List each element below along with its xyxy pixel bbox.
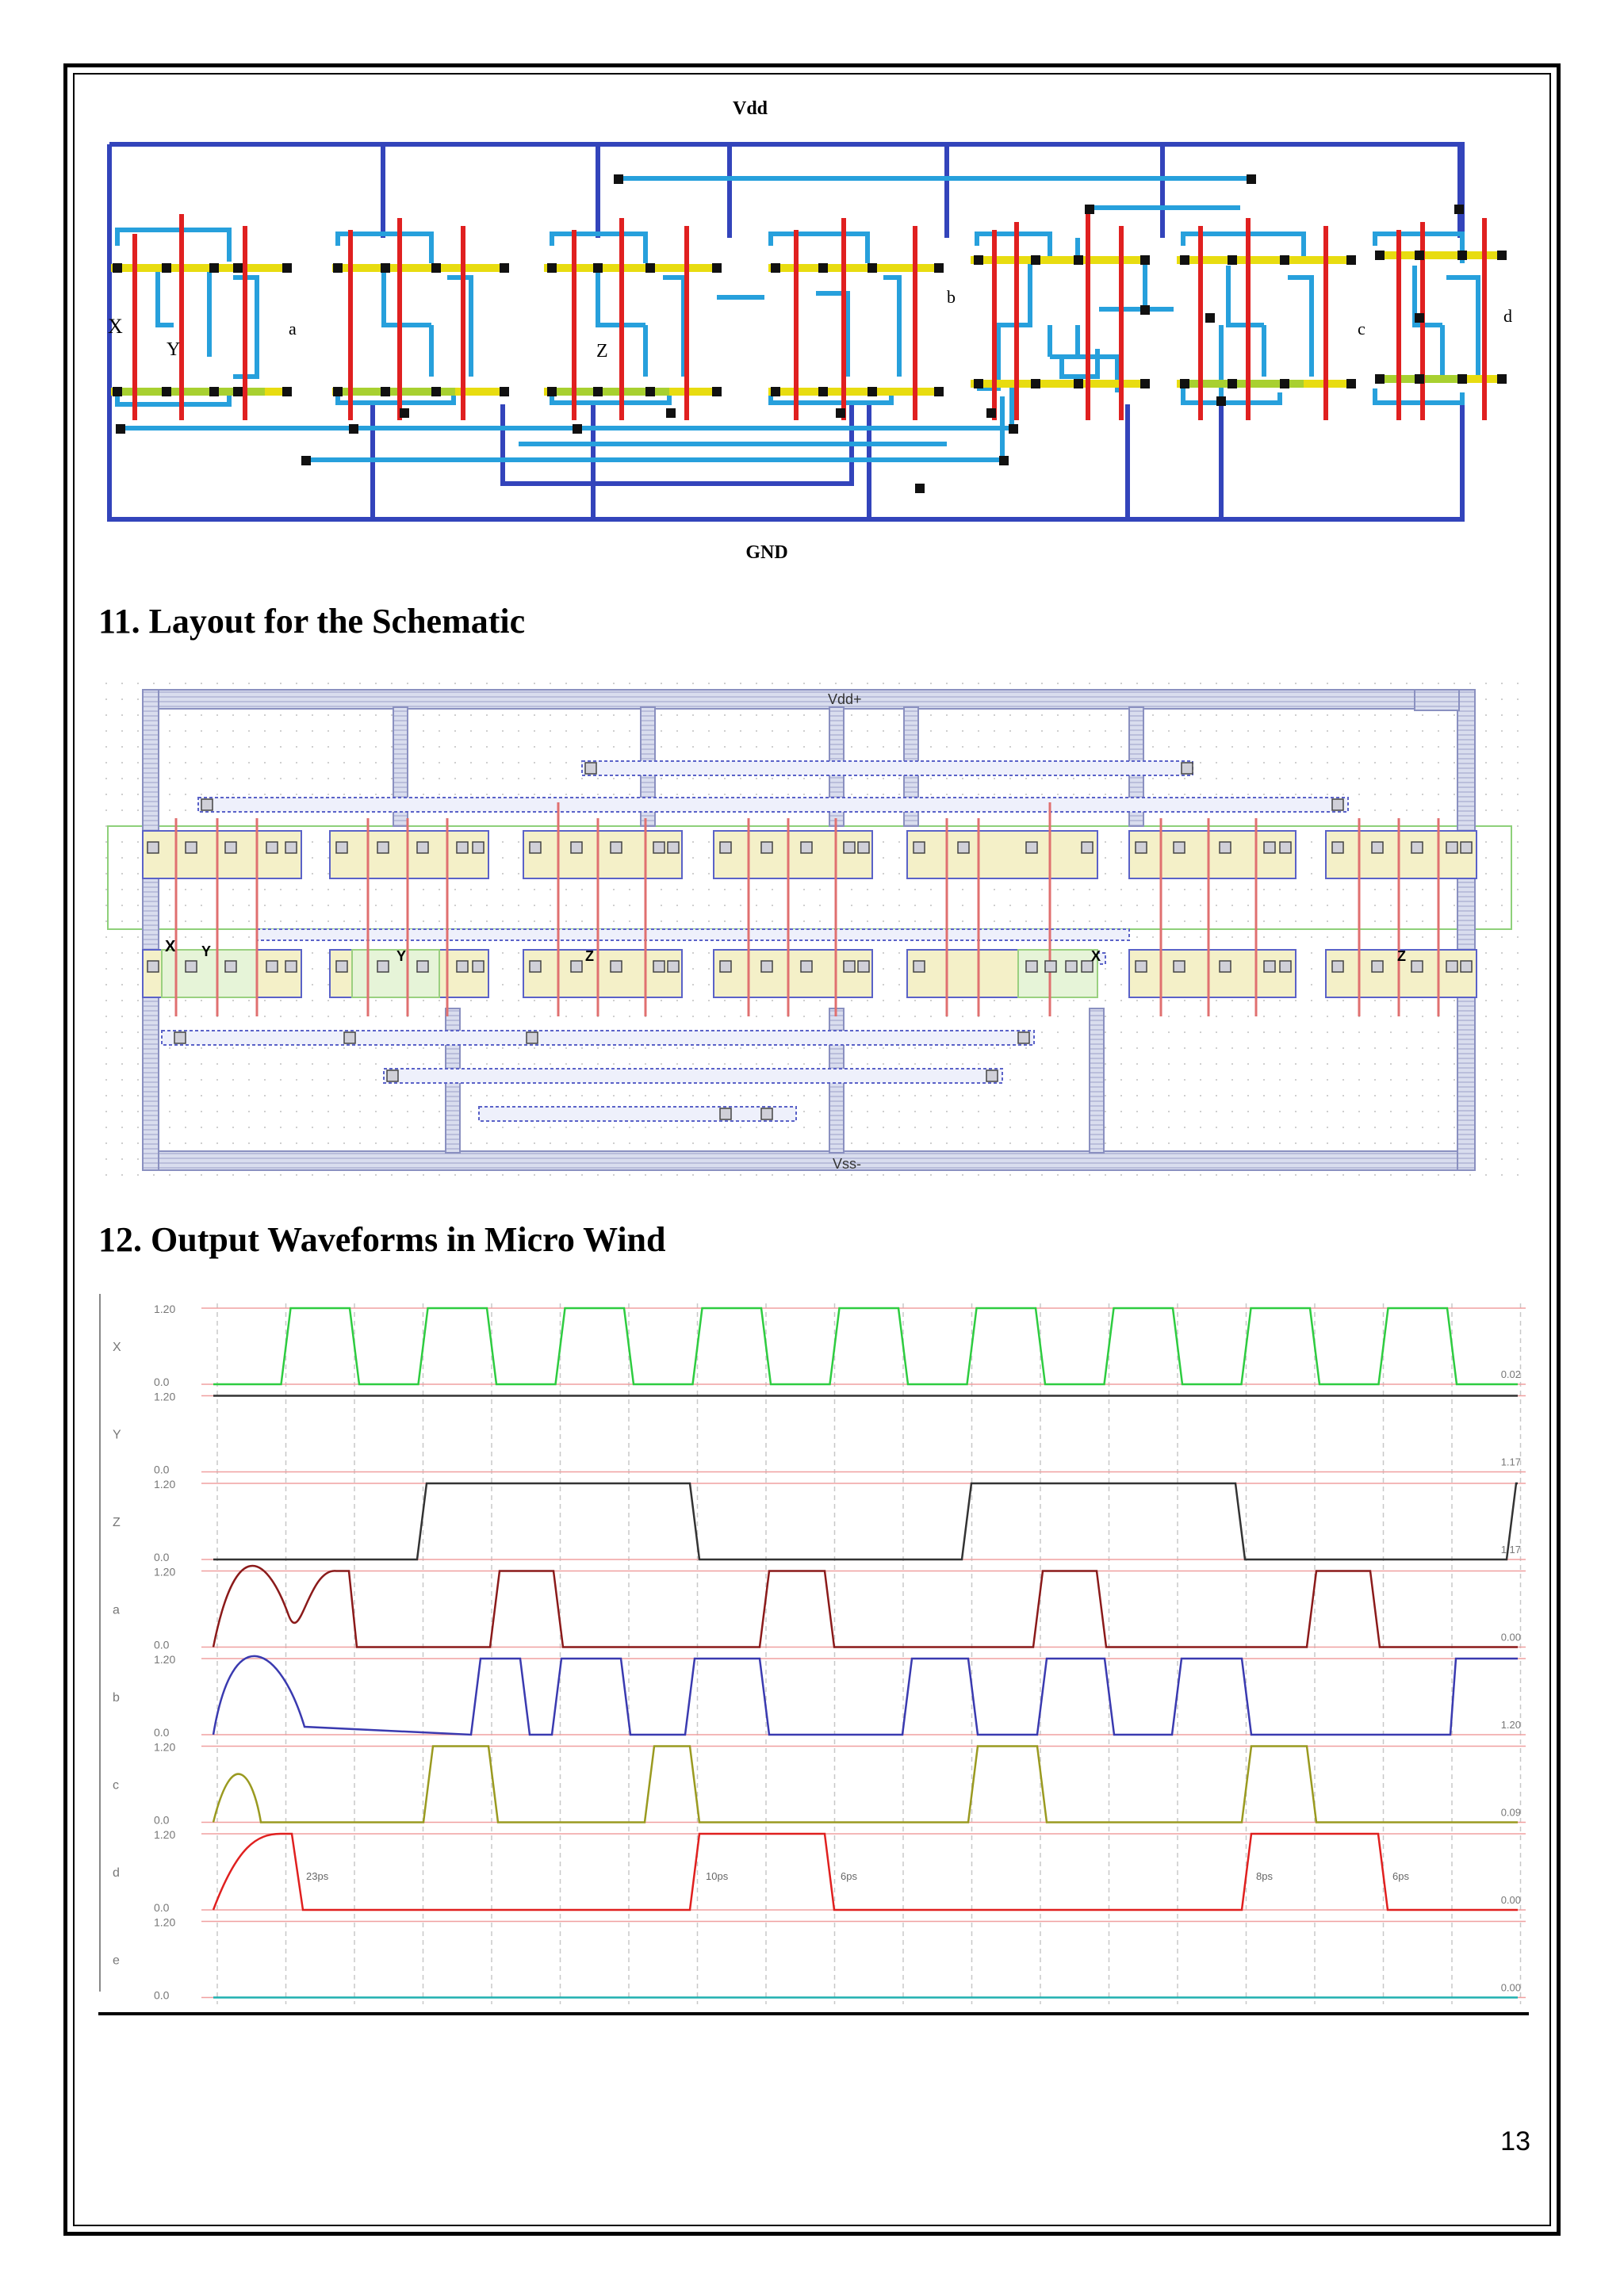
signal-end-value: 1.17 xyxy=(1500,1544,1521,1556)
signal-end-value: 0.00 xyxy=(1500,1631,1521,1644)
delay-annotation: 6ps xyxy=(841,1870,857,1882)
layout-pin-y2: Y xyxy=(396,948,407,964)
schematic-label-y: Y xyxy=(167,339,181,360)
signal-trace-X xyxy=(213,1308,1518,1384)
signal-bottom-label: 0.0 xyxy=(154,1988,170,2002)
signal-name: X xyxy=(113,1341,121,1354)
layout-pin-x1: X xyxy=(165,938,176,955)
layout-section-title: 11. Layout for the Schematic xyxy=(98,602,526,641)
page-number: 13 xyxy=(1500,2126,1530,2156)
signal-top-label: 1.20 xyxy=(154,1565,176,1578)
signal-bottom-label: 0.0 xyxy=(154,1813,170,1827)
signal-trace-a xyxy=(213,1566,1518,1647)
signal-top-label: 1.20 xyxy=(154,1303,176,1315)
signal-name: Z xyxy=(113,1516,121,1529)
signal-top-label: 1.20 xyxy=(154,1828,176,1841)
signal-top-label: 1.20 xyxy=(154,1653,176,1666)
layout-pin-z2: Z xyxy=(1397,948,1406,964)
schematic-label-z: Z xyxy=(596,341,608,362)
delay-annotation: 23ps xyxy=(306,1870,329,1882)
bottom-rule xyxy=(98,2012,1529,2015)
signal-name: b xyxy=(113,1691,120,1705)
waveform-section-title: 12. Output Waveforms in Micro Wind xyxy=(98,1220,666,1259)
signal-bottom-label: 0.0 xyxy=(154,1376,170,1388)
schematic-diagram xyxy=(98,87,1526,579)
layout-pin-y1: Y xyxy=(201,943,212,959)
schematic-label-b: b xyxy=(947,287,956,307)
signal-name: e xyxy=(113,1954,120,1968)
signal-end-value: 0.00 xyxy=(1500,1981,1521,1994)
signal-bottom-label: 0.0 xyxy=(154,1726,170,1739)
signal-bottom-label: 0.0 xyxy=(154,1901,170,1914)
gnd-label: GND xyxy=(745,542,788,563)
signal-top-label: 1.20 xyxy=(154,1390,176,1403)
signal-trace-c xyxy=(213,1747,1518,1823)
signal-end-value: 0.02 xyxy=(1500,1368,1521,1380)
layout-vss-label: Vss- xyxy=(833,1156,861,1172)
layout-pin-x2: X xyxy=(1091,948,1101,964)
delay-annotation: 6ps xyxy=(1392,1870,1409,1882)
waveform-chart xyxy=(98,1294,1529,2007)
delay-annotation: 8ps xyxy=(1256,1870,1273,1882)
signal-trace-b xyxy=(213,1656,1518,1735)
schematic-label-x: X xyxy=(108,315,123,338)
delay-annotation: 10ps xyxy=(706,1870,729,1882)
signal-end-value: 1.17 xyxy=(1500,1456,1521,1468)
power-rails xyxy=(109,144,1462,519)
signal-bottom-label: 0.0 xyxy=(154,1463,170,1476)
signal-trace-Z xyxy=(213,1483,1518,1559)
signal-trace-d xyxy=(213,1834,1518,1910)
signal-end-value: 0.09 xyxy=(1500,1806,1521,1819)
layout-vdd-label: Vdd+ xyxy=(828,691,862,707)
signal-name: a xyxy=(113,1603,120,1617)
signal-name: Y xyxy=(113,1428,121,1442)
signal-top-label: 1.20 xyxy=(154,1478,176,1490)
schematic-label-a: a xyxy=(289,319,297,339)
layout-pin-z1: Z xyxy=(585,948,594,964)
signal-top-label: 1.20 xyxy=(154,1740,176,1754)
signal-end-value: 0.00 xyxy=(1500,1894,1521,1906)
signal-bottom-label: 0.0 xyxy=(154,1638,170,1651)
vdd-label: Vdd xyxy=(732,98,768,119)
signal-end-value: 1.20 xyxy=(1500,1719,1521,1731)
signal-name: c xyxy=(113,1778,119,1793)
schematic-label-d: d xyxy=(1503,306,1512,326)
layout-diagram xyxy=(98,675,1526,1183)
signal-name: d xyxy=(113,1866,120,1880)
signal-top-label: 1.20 xyxy=(154,1915,176,1929)
schematic-label-c: c xyxy=(1358,319,1365,339)
signal-bottom-label: 0.0 xyxy=(154,1551,170,1563)
